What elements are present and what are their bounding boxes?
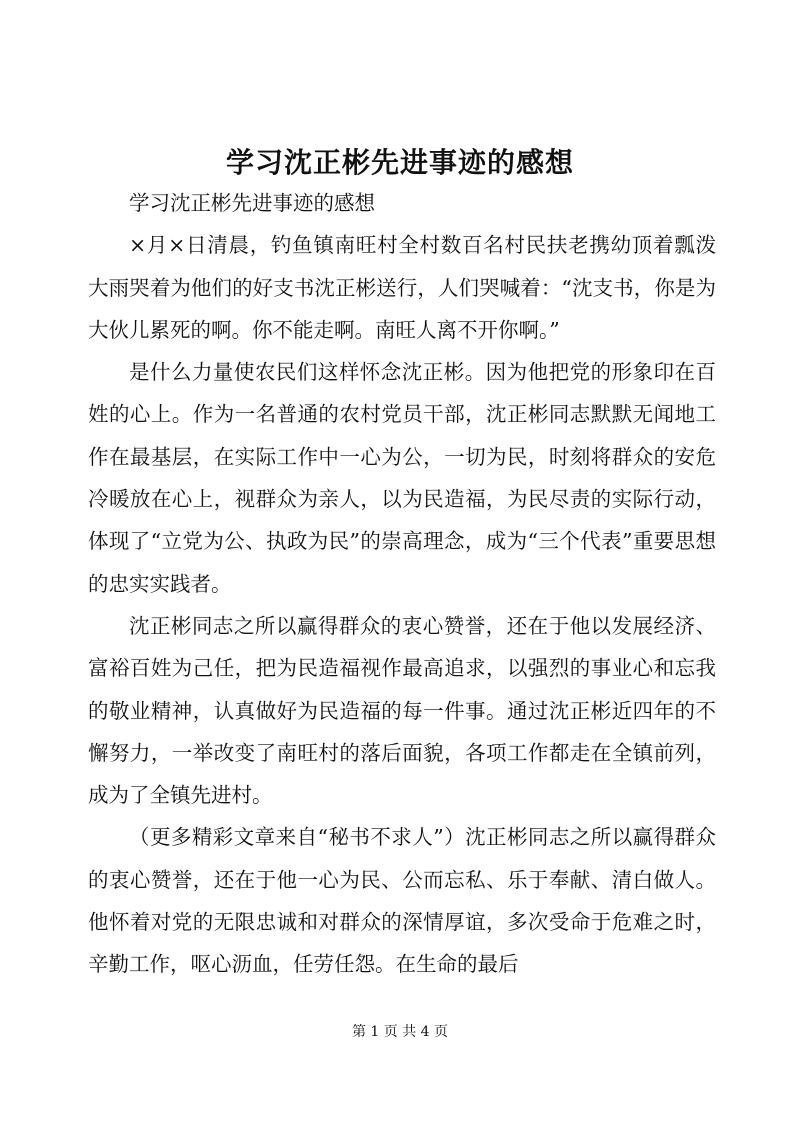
paragraph-4: （更多精彩文章来自“秘书不求人”）沈正彬同志之所以赢得群众的衷心赞誉，还在于他一心为民、公而忘私、乐于奉献、清白做人。他怀着对党的无限忠诚和对群众的深情厚谊，多次受命于危难之时，辛勤工作，呕心沥血，任劳任怨。在生命的最后 (88, 825, 716, 977)
paragraph-1: ×月×日清晨，钓鱼镇南旺村全村数百名村民扶老携幼顶着瓢泼大雨哭着为他们的好支书沈正彬送行，人们哭喊着：“沈支书，你是为大伙儿累死的啊。你不能走啊。南旺人离不开你啊。” (88, 233, 716, 342)
document-title: 学习沈正彬先进事迹的感想 (225, 146, 574, 179)
document-subtitle: 学习沈正彬先进事迹的感想 (129, 191, 375, 215)
paragraph-2: 是什么力量使农民们这样怀念沈正彬。因为他把党的形象印在百姓的心上。作为一名普通的农村党员干部，沈正彬同志默默无闻地工作在最基层，在实际工作中一心为公，一切为民，时刻将群众的安危冷暖放在心上，视群众为亲人，以为民造福，为民尽责的实际行动，体现了“立党为公、执政为民”的崇高理念，成为“三个代表”重要思想的忠实实践者。 (88, 360, 716, 596)
paragraph-3: 沈正彬同志之所以赢得群众的衷心赞誉，还在于他以发展经济、富裕百姓为己任，把为民造福视作最高追求，以强烈的事业心和忘我的敬业精神，认真做好为民造福的每一件事。通过沈正彬近四年的不懈努力，一举改变了南旺村的落后面貌，各项工作都走在全镇前列，成为了全镇先进村。 (88, 613, 716, 808)
page-number-footer: 第 1 页 共 4 页 (351, 1024, 449, 1040)
document-body (88, 182, 716, 986)
